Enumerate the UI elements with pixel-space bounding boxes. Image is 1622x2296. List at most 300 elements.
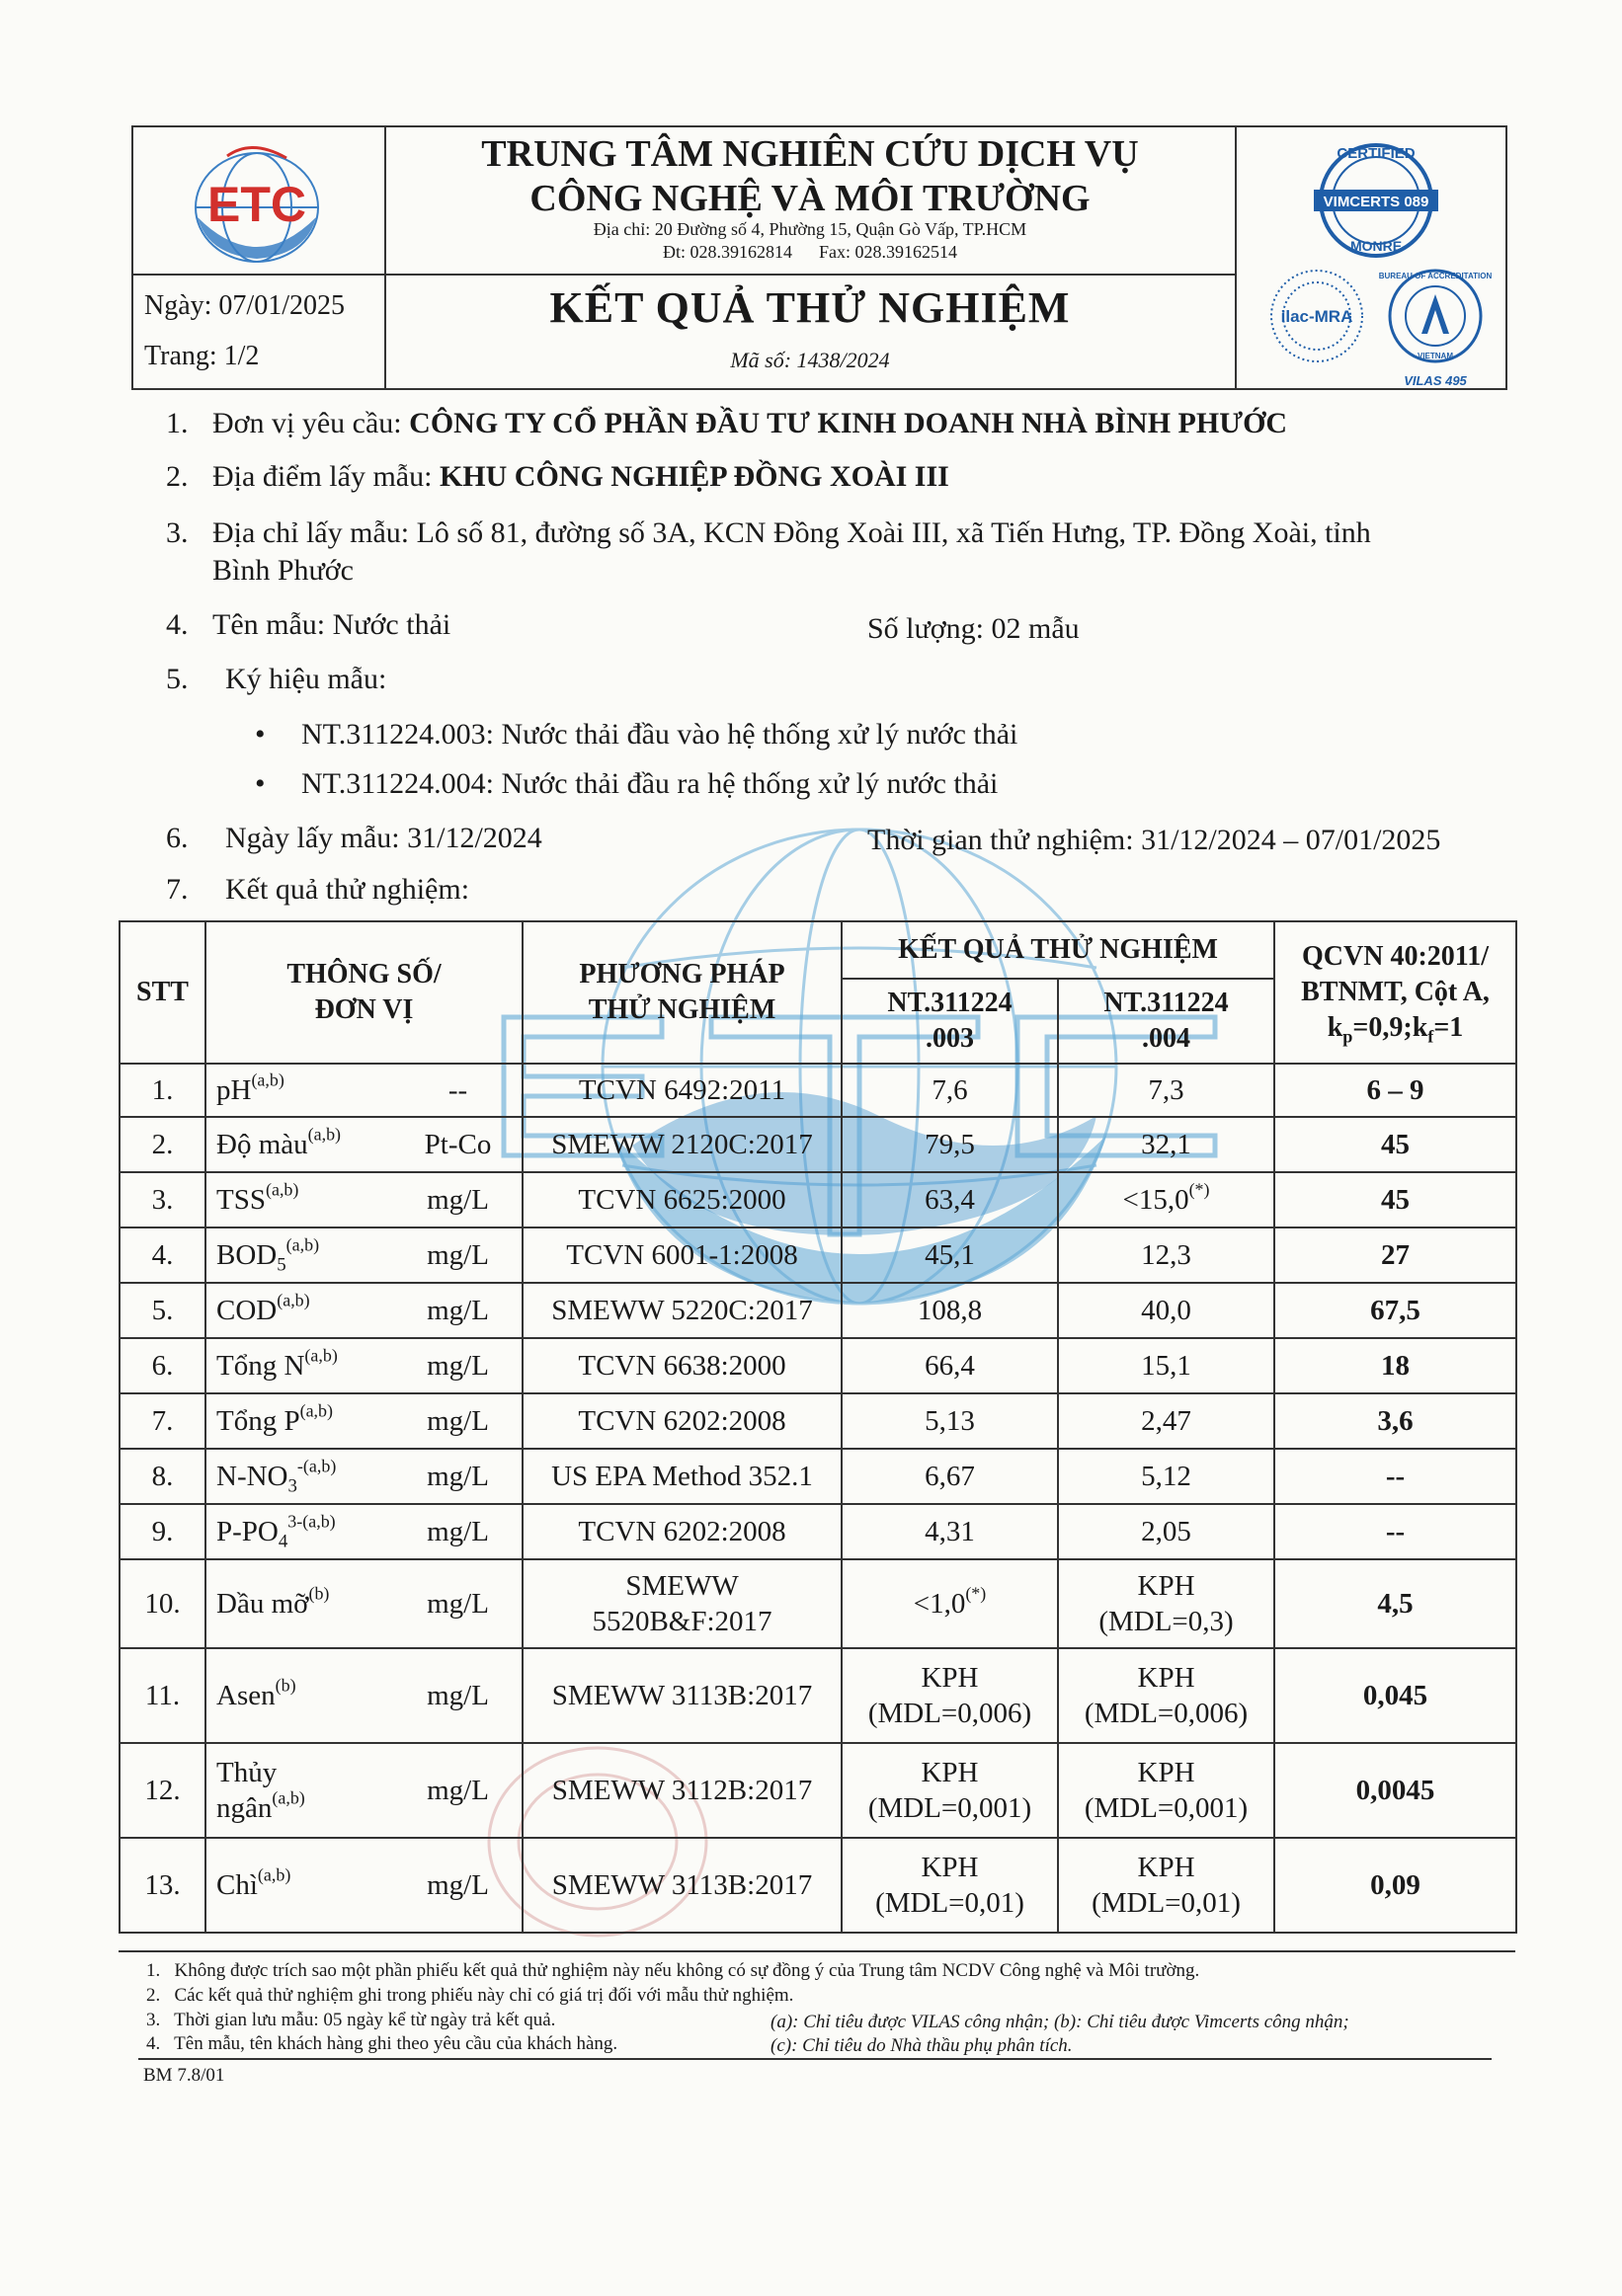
item-number: 2. [166, 460, 189, 493]
cell-method [523, 1838, 842, 1933]
requester-value: CÔNG TY CỔ PHẦN ĐẦU TƯ KINH DOANH NHÀ BÌNH PHƯỚC [409, 407, 1288, 439]
parameter-note: (a,b) [272, 1787, 305, 1808]
result-value-line [847, 1850, 1053, 1885]
method: SMEWW 3113B:2017 [551, 1680, 813, 1711]
result-mdl: (MDL=0,006) [867, 1698, 1032, 1729]
row-number: 1. [151, 1074, 174, 1106]
parameter-name: Dầu mỡ [216, 1588, 309, 1620]
info-item-7 [166, 871, 189, 909]
cell-unit [394, 1648, 523, 1743]
result-value: 4,31 [925, 1516, 975, 1547]
method: SMEWW 5220C:2017 [551, 1295, 813, 1326]
cell-standard [1274, 1227, 1516, 1283]
result-mdl: (MDL=0,01) [875, 1887, 1024, 1919]
standard-limit: -- [1385, 1516, 1406, 1547]
svg-text:CERTIFIED: CERTIFIED [1337, 145, 1416, 162]
header-standard-line3: $k_p=0,9;k_f=1$ [1327, 1012, 1464, 1047]
svg-text:MONRE: MONRE [1349, 238, 1403, 254]
parameter-note: (a,b) [304, 1345, 338, 1366]
page-number: Trang: 1/2 [144, 341, 260, 371]
cell-unit [394, 1743, 523, 1838]
cell-method [523, 1064, 842, 1117]
cell-unit [394, 1504, 523, 1559]
item-number: 6. [166, 822, 189, 854]
cell-result-sample-2 [1058, 1227, 1274, 1283]
item-number: 4. [166, 608, 189, 641]
header-results: KẾT QUẢ THỬ NGHIỆM [842, 921, 1274, 979]
parameter-note: 3-(a,b) [287, 1511, 336, 1532]
sampling-address [212, 515, 1371, 590]
row-number: 6. [151, 1350, 174, 1382]
table-row [120, 1393, 1516, 1449]
header-stt: STT [120, 921, 205, 1064]
standard-limit: 45 [1381, 1184, 1411, 1216]
row-number: 11. [144, 1680, 181, 1711]
result-value: 2,47 [1141, 1405, 1191, 1437]
unit: -- [447, 1074, 468, 1106]
cell-unit [394, 1393, 523, 1449]
result-value: KPH [921, 1662, 979, 1694]
report-date: Ngày: 07/01/2025 [144, 290, 345, 321]
svg-text:VIETNAM: VIETNAM [1418, 352, 1453, 360]
cell-result-sample-2 [1058, 1338, 1274, 1393]
report-code: Mã số: 1438/2024 [730, 348, 890, 372]
result-mdl-line [847, 1696, 1053, 1731]
result-value: 7,6 [932, 1074, 968, 1106]
ilac-mra-logo [1259, 267, 1378, 365]
header-parameter-line1: THÔNG SỐ/ [286, 959, 442, 990]
cell-unit [394, 1338, 523, 1393]
header-sample-2 [1058, 979, 1274, 1064]
parameter-name: TSS [216, 1184, 266, 1216]
result-value: 32,1 [1141, 1129, 1191, 1160]
parameter-name-cont-line [216, 1787, 390, 1826]
method: US EPA Method 352.1 [551, 1461, 813, 1492]
item-number: 7. [166, 873, 189, 906]
unit: Pt-Co [424, 1129, 492, 1160]
report-title: KẾT QUẢ THỬ NGHIỆM [549, 283, 1071, 332]
results-table [119, 920, 1517, 1934]
results-label: Kết quả thử nghiệm: [225, 873, 470, 906]
header-sample-1-line1: NT.311224 [887, 988, 1013, 1018]
bullet-item: • [255, 718, 266, 751]
table-row [120, 1449, 1516, 1504]
cell-result-sample-1 [842, 1227, 1058, 1283]
cell-method [523, 1559, 842, 1648]
cell-stt [120, 1117, 205, 1172]
cell-parameter [205, 1393, 394, 1449]
cell-unit [394, 1449, 523, 1504]
org-name-line2: CÔNG NGHỆ VÀ MÔI TRƯỜNG [529, 178, 1091, 219]
form-code: BM 7.8/01 [143, 2065, 225, 2086]
method: TCVN 6492:2011 [578, 1074, 786, 1106]
standard-limit: 0,045 [1362, 1680, 1428, 1711]
parameter-name: Tổng N [216, 1350, 305, 1382]
method-cont: 5520B&F:2017 [592, 1606, 772, 1637]
parameter-note: (b) [308, 1583, 330, 1604]
cell-standard [1274, 1338, 1516, 1393]
cell-result-sample-1 [842, 1559, 1058, 1648]
result-value: KPH [1137, 1662, 1195, 1694]
row-number: 7. [151, 1405, 174, 1437]
standard-limit: 6 – 9 [1366, 1074, 1424, 1106]
method: TCVN 6001-1:2008 [566, 1239, 798, 1271]
requester [212, 405, 1287, 442]
result-value: 15,1 [1141, 1350, 1191, 1382]
cell-result-sample-1 [842, 1117, 1058, 1172]
cell-result-sample-1 [842, 1338, 1058, 1393]
cell-standard [1274, 1449, 1516, 1504]
cell-result-sample-1 [842, 1172, 1058, 1227]
header-method-line2: THỬ NGHIỆM [588, 994, 776, 1025]
item-number: 5. [166, 663, 189, 695]
info-item-2 [166, 458, 189, 496]
cell-result-sample-2 [1058, 1504, 1274, 1559]
row-number: 3. [151, 1184, 174, 1216]
parameter-subscript: 5 [277, 1254, 286, 1276]
item-number: 3. [166, 516, 189, 549]
results-body [120, 1064, 1516, 1933]
cell-standard [1274, 1504, 1516, 1559]
test-period: Thời gian thử nghiệm: 31/12/2024 – 07/01/2025 [867, 824, 1441, 856]
parameter-name: Asen [216, 1680, 276, 1711]
footnote-1: 1. Không được trích sao một phần phiếu kết quả thử nghiệm này nếu không có sự đồng ý của Trung tâm NCDV Công nghệ và Môi trường. [146, 1960, 1200, 1981]
result-value: 108,8 [917, 1295, 983, 1326]
sample-code-2: NT.311224.004: Nước thải đầu ra hệ thống xử lý nước thải [301, 767, 999, 800]
cell-unit [394, 1172, 523, 1227]
row-number: 9. [151, 1516, 174, 1547]
result-value: 63,4 [925, 1184, 975, 1216]
parameter-note: (a,b) [307, 1124, 342, 1145]
cell-method [523, 1504, 842, 1559]
standard-limit: 67,5 [1370, 1295, 1420, 1326]
cell-result-sample-1 [842, 1393, 1058, 1449]
standard-limit: 27 [1381, 1239, 1411, 1271]
cell-method [523, 1449, 842, 1504]
org-name-line1: TRUNG TÂM NGHIÊN CỨU DỊCH VỤ [481, 133, 1139, 175]
result-value-line [847, 1755, 1053, 1790]
method: TCVN 6202:2008 [578, 1516, 786, 1547]
method-cont-line [527, 1604, 837, 1639]
cell-parameter [205, 1559, 394, 1648]
cell-standard [1274, 1648, 1516, 1743]
cell-result-sample-1 [842, 1283, 1058, 1338]
cell-parameter [205, 1172, 394, 1227]
cell-stt [120, 1838, 205, 1933]
unit: mg/L [427, 1516, 489, 1547]
header-standard-line2: BTNMT, Cột A, [1301, 977, 1490, 1007]
svg-text:VILAS 495: VILAS 495 [1404, 373, 1467, 388]
cell-unit [394, 1227, 523, 1283]
cell-stt [120, 1648, 205, 1743]
cell-stt [120, 1064, 205, 1117]
parameter-name: P-PO [216, 1516, 279, 1547]
unit: mg/L [427, 1239, 489, 1271]
cell-parameter [205, 1743, 394, 1838]
result-mdl: (MDL=0,001) [1084, 1792, 1249, 1824]
result-mdl-line [1063, 1790, 1269, 1826]
cell-parameter [205, 1504, 394, 1559]
row-number: 5. [151, 1295, 174, 1326]
result-value: <15,0 [1122, 1184, 1189, 1216]
result-value: 66,4 [925, 1350, 975, 1382]
sampling-site [212, 458, 949, 496]
header-sample-1-line2: .003 [926, 1023, 974, 1054]
cell-result-sample-1 [842, 1064, 1058, 1117]
unit: mg/L [427, 1461, 489, 1492]
cell-unit [394, 1283, 523, 1338]
result-value: 79,5 [925, 1129, 975, 1160]
cell-standard [1274, 1283, 1516, 1338]
requester-label: Đơn vị yêu cầu: [212, 407, 410, 439]
parameter-note: (a,b) [299, 1400, 334, 1421]
header-sample-1 [842, 979, 1058, 1064]
table-row [120, 1064, 1516, 1117]
standard-limit: 4,5 [1377, 1588, 1414, 1620]
cell-standard [1274, 1172, 1516, 1227]
cell-standard [1274, 1838, 1516, 1933]
row-number: 12. [144, 1775, 181, 1806]
cell-result-sample-2 [1058, 1064, 1274, 1117]
sampling-address-line2: Bình Phước [212, 554, 354, 587]
result-mdl-line [1063, 1604, 1269, 1639]
row-number: 13. [144, 1869, 181, 1901]
result-value-line [1063, 1755, 1269, 1790]
cell-stt [120, 1743, 205, 1838]
result-value: KPH [1137, 1852, 1195, 1883]
svg-text:VIMCERTS 089: VIMCERTS 089 [1323, 194, 1429, 210]
header-sample-2-line1: NT.311224 [1103, 988, 1229, 1018]
result-mdl: (MDL=0,01) [1092, 1887, 1241, 1919]
parameter-name-line [216, 1755, 390, 1790]
header-standard-line1: QCVN 40:2011/ [1302, 941, 1490, 972]
table-row [120, 1117, 1516, 1172]
cell-standard [1274, 1117, 1516, 1172]
parameter-name: pH [216, 1074, 252, 1106]
footnote-rule-bottom [138, 2058, 1492, 2060]
cell-result-sample-2 [1058, 1648, 1274, 1743]
table-row [120, 1743, 1516, 1838]
row-number: 4. [151, 1239, 174, 1271]
result-mdl-line [1063, 1696, 1269, 1731]
org-address: Địa chỉ: 20 Đường số 4, Phường 15, Quận Gò Vấp, TP.HCM [593, 219, 1027, 239]
svg-text:ilac-MRA: ilac-MRA [1280, 307, 1353, 326]
row-number: 10. [144, 1588, 181, 1620]
method: SMEWW [625, 1570, 739, 1602]
bullet-item: • [255, 767, 266, 800]
standard-limit: -- [1385, 1461, 1406, 1492]
parameter-note: -(a,b) [296, 1456, 337, 1476]
cell-result-sample-2 [1058, 1838, 1274, 1933]
cell-result-sample-1 [842, 1648, 1058, 1743]
cell-standard [1274, 1064, 1516, 1117]
cell-parameter [205, 1838, 394, 1933]
cell-parameter [205, 1648, 394, 1743]
cell-unit [394, 1064, 523, 1117]
cell-method [523, 1172, 842, 1227]
result-value-line [847, 1660, 1053, 1696]
cell-parameter [205, 1117, 394, 1172]
result-note: (*) [965, 1583, 987, 1604]
result-note: (*) [1188, 1179, 1210, 1200]
table-row [120, 1648, 1516, 1743]
parameter-note: (a,b) [277, 1290, 310, 1310]
unit: mg/L [427, 1869, 489, 1901]
cell-stt [120, 1172, 205, 1227]
unit: mg/L [427, 1350, 489, 1382]
table-row [120, 1227, 1516, 1283]
cell-stt [120, 1338, 205, 1393]
cell-method [523, 1338, 842, 1393]
cell-stt [120, 1559, 205, 1648]
result-value-line [1063, 1660, 1269, 1696]
cell-result-sample-1 [842, 1838, 1058, 1933]
result-value: 6,67 [925, 1461, 975, 1492]
result-value: <1,0 [913, 1588, 966, 1620]
header-parameter-line2: ĐƠN VỊ [314, 994, 414, 1025]
method-line [527, 1568, 837, 1604]
sampling-site-label: Địa điểm lấy mẫu: [212, 460, 440, 493]
cell-parameter [205, 1283, 394, 1338]
cell-stt [120, 1283, 205, 1338]
org-phone-fax: Đt: 028.39162814 Fax: 028.39162514 [662, 242, 957, 262]
standard-limit: 0,09 [1370, 1869, 1420, 1901]
result-value: 45,1 [925, 1239, 975, 1271]
parameter-name: Chì [216, 1869, 258, 1901]
method: TCVN 6202:2008 [578, 1405, 786, 1437]
method: TCVN 6625:2000 [578, 1184, 786, 1216]
result-value: 2,05 [1141, 1516, 1191, 1547]
footnote-4: 4. Tên mẫu, tên khách hàng ghi theo yêu cầu của khách hàng. [146, 2033, 618, 2054]
table-row [120, 1838, 1516, 1933]
cell-result-sample-1 [842, 1449, 1058, 1504]
cell-stt [120, 1449, 205, 1504]
cell-method [523, 1117, 842, 1172]
sample-codes-label: Ký hiệu mẫu: [225, 663, 387, 695]
cell-result-sample-2 [1058, 1559, 1274, 1648]
result-value: KPH [921, 1852, 979, 1883]
footnote-2: 2. Các kết quả thử nghiệm ghi trong phiếu này chỉ có giá trị đối với mẫu thử nghiệm. [146, 1985, 794, 2006]
cell-unit [394, 1838, 523, 1933]
result-value-line [1063, 1850, 1269, 1885]
table-row [120, 1559, 1516, 1648]
footnote-c: (c): Chỉ tiêu do Nhà thầu phụ phân tích. [770, 2035, 1073, 2056]
cell-method [523, 1227, 842, 1283]
header-parameter [205, 921, 523, 1064]
result-value: 40,0 [1141, 1295, 1191, 1326]
table-row [120, 1504, 1516, 1559]
table-row [120, 1172, 1516, 1227]
header-method-line1: PHƯƠNG PHÁP [579, 959, 785, 990]
item-number: 1. [166, 407, 189, 439]
cell-stt [120, 1227, 205, 1283]
result-value: 7,3 [1148, 1074, 1184, 1106]
cell-method [523, 1743, 842, 1838]
result-value: KPH [1137, 1570, 1195, 1602]
cell-method [523, 1648, 842, 1743]
info-item-4 [166, 606, 189, 644]
parameter-name-cont: ngân [216, 1792, 273, 1824]
sampling-address-line1: Địa chỉ lấy mẫu: Lô số 81, đường số 3A, KCN Đồng Xoài III, xã Tiến Hưng, TP. Đồng Xoài, tỉnh [212, 516, 1371, 549]
result-mdl-line [847, 1885, 1053, 1921]
parameter-note: (a,b) [265, 1179, 299, 1200]
method: TCVN 6638:2000 [578, 1350, 786, 1382]
cell-result-sample-2 [1058, 1172, 1274, 1227]
parameter-name: BOD [216, 1239, 278, 1271]
parameter-note: (a,b) [251, 1069, 284, 1090]
info-item-1 [166, 405, 189, 442]
cell-result-sample-2 [1058, 1117, 1274, 1172]
cell-parameter [205, 1338, 394, 1393]
cell-method [523, 1283, 842, 1338]
result-value-line [1063, 1568, 1269, 1604]
info-item-3 [166, 515, 189, 552]
unit: mg/L [427, 1405, 489, 1437]
cell-standard [1274, 1559, 1516, 1648]
sample-code-1: NT.311224.003: Nước thải đầu vào hệ thống xử lý nước thải [301, 718, 1018, 751]
header-method [523, 921, 842, 1064]
cell-unit [394, 1117, 523, 1172]
parameter-name: N-NO [216, 1461, 288, 1492]
cell-stt [120, 1393, 205, 1449]
parameter-name: COD [216, 1295, 278, 1326]
footnote-rule-top [119, 1950, 1515, 1952]
cell-result-sample-2 [1058, 1449, 1274, 1504]
method: SMEWW 3112B:2017 [551, 1775, 813, 1806]
parameter-note: (b) [275, 1675, 296, 1696]
svg-text:BUREAU OF ACCREDITATION: BUREAU OF ACCREDITATION [1378, 272, 1493, 280]
cell-result-sample-1 [842, 1743, 1058, 1838]
standard-limit: 0,0045 [1355, 1775, 1435, 1806]
info-item-5 [166, 661, 189, 698]
parameter-subscript: 4 [278, 1531, 288, 1552]
result-value: 5,12 [1141, 1461, 1191, 1492]
boa-vilas-logo [1378, 265, 1497, 391]
table-row [120, 1283, 1516, 1338]
unit: mg/L [427, 1680, 489, 1711]
cell-unit [394, 1559, 523, 1648]
parameter-note: (a,b) [257, 1864, 291, 1885]
row-number: 2. [151, 1129, 174, 1160]
result-value: KPH [1137, 1757, 1195, 1788]
result-value: 5,13 [925, 1405, 975, 1437]
sample-name: Tên mẫu: Nước thải [212, 608, 451, 641]
standard-limit: 18 [1381, 1350, 1411, 1382]
svg-text:ETC: ETC [207, 177, 306, 232]
parameter-name: Thủy [216, 1757, 278, 1788]
result-mdl-line [847, 1790, 1053, 1826]
parameter-name: Độ màu [216, 1129, 308, 1160]
unit: mg/L [427, 1295, 489, 1326]
parameter-note: (a,b) [285, 1234, 320, 1255]
info-item-6 [166, 820, 189, 857]
result-mdl: (MDL=0,006) [1084, 1698, 1249, 1729]
result-value: KPH [921, 1757, 979, 1788]
method: SMEWW 2120C:2017 [551, 1129, 813, 1160]
footnote-3: 3. Thời gian lưu mẫu: 05 ngày kể từ ngày trả kết quả. [146, 2010, 556, 2030]
standard-limit: 3,6 [1377, 1405, 1414, 1437]
result-mdl: (MDL=0,001) [867, 1792, 1032, 1824]
cell-standard [1274, 1743, 1516, 1838]
unit: mg/L [427, 1588, 489, 1620]
unit: mg/L [427, 1184, 489, 1216]
cell-parameter [205, 1227, 394, 1283]
cell-standard [1274, 1393, 1516, 1449]
header-standard [1274, 921, 1516, 1064]
cell-method [523, 1393, 842, 1449]
cell-stt [120, 1504, 205, 1559]
etc-logo [158, 138, 356, 267]
